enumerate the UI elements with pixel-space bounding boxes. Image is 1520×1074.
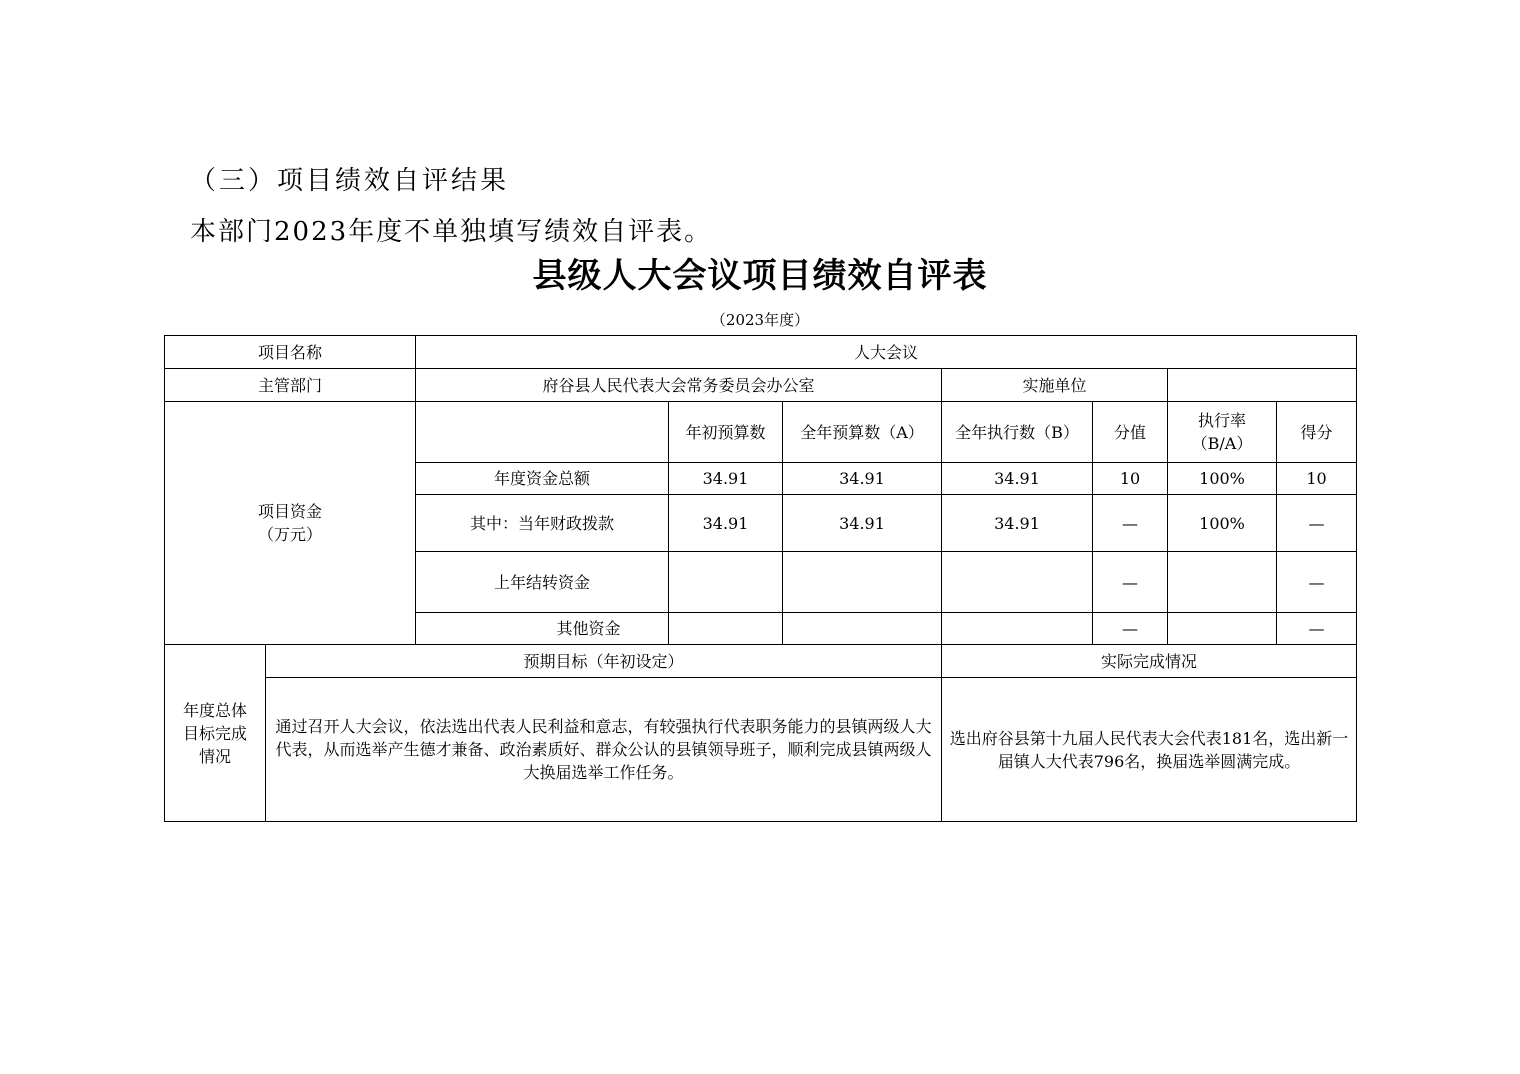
performance-table: [164, 335, 1357, 822]
intro-text: 本部门2023年度不单独填写绩效自评表。: [190, 217, 713, 247]
table-row: [165, 336, 1357, 369]
table-row: [165, 369, 1357, 402]
table-row: [165, 402, 1357, 463]
project-name-value: 人大会议: [416, 336, 1357, 369]
header-score: 得分: [1277, 402, 1357, 463]
cell-rate: 100%: [1168, 463, 1277, 495]
goals-label: [165, 645, 266, 822]
goals-label-line2: 目标完成: [182, 723, 247, 743]
funds-header-empty: [416, 402, 669, 463]
cell-value: —: [1093, 495, 1168, 552]
dept-label: 主管部门: [165, 369, 416, 402]
cell-rate: [1168, 613, 1277, 645]
funds-label: [165, 402, 416, 645]
cell-exec: 34.91: [942, 463, 1093, 495]
impl-unit-label: 实施单位: [942, 369, 1168, 402]
header-exec-rate-line1: 执行率: [1198, 411, 1247, 430]
cell-score: —: [1277, 613, 1357, 645]
cell-initial: 34.91: [669, 495, 783, 552]
cell-initial: 34.91: [669, 463, 783, 495]
header-exec-rate-line2: （B/A）: [1191, 434, 1253, 453]
header-initial-budget: 年初预算数: [669, 402, 783, 463]
funds-label-line2: （万元）: [258, 525, 323, 544]
actual-result-text: 选出府谷县第十九届人民代表大会代表181名，选出新一届镇人大代表796名，换届选举圆满完成。: [942, 678, 1357, 822]
actual-result-header: 实际完成情况: [942, 645, 1357, 678]
cell-annual: [783, 613, 942, 645]
row-label: 上年结转资金: [416, 552, 669, 613]
goals-label-line3: 情况: [198, 746, 231, 766]
funds-label-line1: 项目资金: [258, 502, 323, 521]
table-year: （2023年度）: [710, 311, 810, 329]
row-label: 其中：当年财政拨款: [416, 495, 669, 552]
goals-label-line1: 年度总体: [182, 700, 247, 720]
dept-value: 府谷县人民代表大会常务委员会办公室: [416, 369, 942, 402]
cell-value: 10: [1093, 463, 1168, 495]
header-exec-rate: [1168, 402, 1277, 463]
header-annual-exec: 全年执行数（B）: [942, 402, 1093, 463]
cell-value: —: [1093, 613, 1168, 645]
cell-score: 10: [1277, 463, 1357, 495]
cell-rate: [1168, 552, 1277, 613]
cell-exec: 34.91: [942, 495, 1093, 552]
expected-goal-text: 通过召开人大会议，依法选出代表人民利益和意志，有较强执行代表职务能力的县镇两级人大代表，从而选举产生德才兼备、政治素质好、群众公认的县镇领导班子，顺利完成县镇两级人大换届选举工作任务。: [266, 678, 942, 822]
cell-annual: [783, 552, 942, 613]
project-name-label: 项目名称: [165, 336, 416, 369]
header-annual-budget: 全年预算数（A）: [783, 402, 942, 463]
header-score-value: 分值: [1093, 402, 1168, 463]
row-label: 年度资金总额: [416, 463, 669, 495]
cell-exec: [942, 613, 1093, 645]
impl-unit-value: [1168, 369, 1357, 402]
cell-annual: 34.91: [783, 495, 942, 552]
cell-annual: 34.91: [783, 463, 942, 495]
section-heading: （三）项目绩效自评结果: [190, 166, 510, 196]
row-label: 其他资金: [416, 613, 669, 645]
cell-initial: [669, 613, 783, 645]
expected-goal-header: 预期目标（年初设定）: [266, 645, 942, 678]
cell-rate: 100%: [1168, 495, 1277, 552]
table-row: [165, 645, 1357, 678]
cell-initial: [669, 552, 783, 613]
table-title: 县级人大会议项目绩效自评表: [532, 256, 988, 296]
table-row: [165, 678, 1357, 822]
cell-value: —: [1093, 552, 1168, 613]
cell-score: —: [1277, 495, 1357, 552]
cell-exec: [942, 552, 1093, 613]
cell-score: —: [1277, 552, 1357, 613]
